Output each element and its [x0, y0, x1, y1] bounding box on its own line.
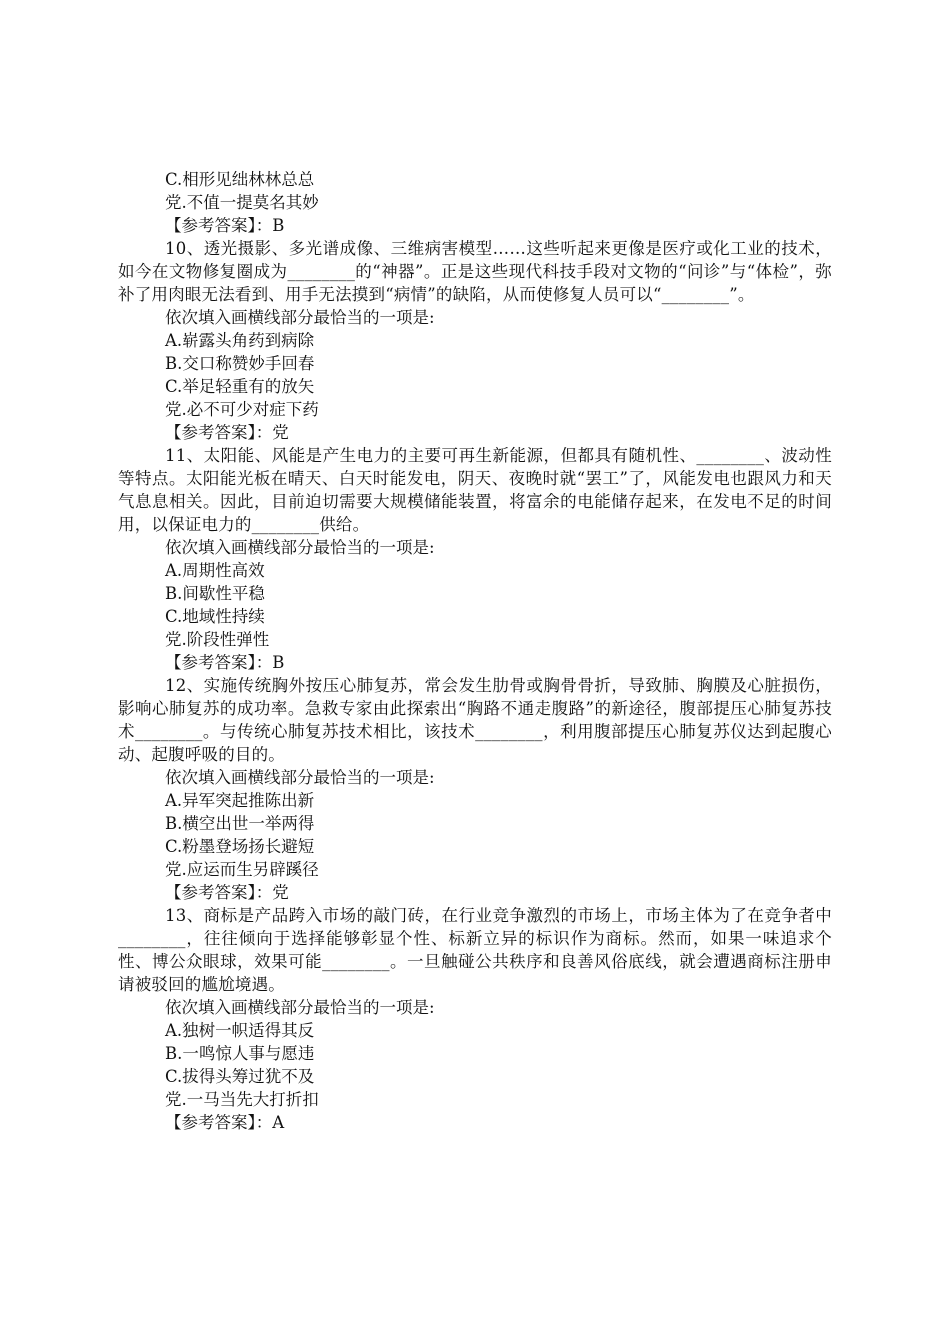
option-c: C.粉墨登场扬长避短: [165, 837, 315, 856]
option-d: 党.必不可少对症下药: [165, 400, 319, 419]
question-prompt: 依次填入画横线部分最恰当的一项是:: [165, 768, 435, 787]
question-prompt: 依次填入画横线部分最恰当的一项是:: [165, 538, 435, 557]
option-c: C.举足轻重有的放矢: [165, 377, 315, 396]
option-a: A.周期性高效: [165, 561, 265, 580]
question-prompt: 依次填入画横线部分最恰当的一项是:: [165, 308, 435, 327]
answer-line: 【参考答案】：B: [165, 216, 285, 235]
question-13: [118, 904, 832, 1134]
option-a: A.崭露头角药到病除: [165, 331, 315, 350]
option-b: B.间歇性平稳: [165, 584, 265, 603]
option-c: C.拔得头筹过犹不及: [165, 1067, 315, 1086]
option-a: A.异军突起推陈出新: [165, 791, 315, 810]
question-stem: 12、实施传统胸外按压心肺复苏，常会发生肋骨或胸骨骨折，导致肺、胸膜及心脏损伤，影响心肺复苏的成功率。急救专家由此探索出“胸路不通走腹路”的新途径，腹部提压心肺复苏技术________。与传统心肺复苏技术相比，该技术________，利用腹部提压心肺复苏仪达到起腹心动、起腹呼吸的目的。: [118, 676, 832, 764]
answer-line: 【参考答案】：A: [165, 1113, 285, 1132]
answer-line: 【参考答案】：B: [165, 653, 285, 672]
question-10: [118, 237, 832, 444]
question-stem: 11、太阳能、风能是产生电力的主要可再生新能源，但都具有随机性、________、波动性等特点。太阳能光板在晴天、白天时能发电，阴天、夜晚时就“罢工”了，风能发电也跟风力和天气息息相关。因此，目前迫切需要大规模储能装置，将富余的电能储存起来，在发电不足的时间用，以保证电力的________供给。: [118, 446, 832, 534]
answer-line: 【参考答案】：党: [165, 883, 289, 902]
option-d: 党.一马当先大打折扣: [165, 1090, 319, 1109]
document-page: [118, 168, 832, 1134]
option-c: C.相形见绌林林总总: [165, 170, 315, 189]
question-12: [118, 674, 832, 904]
option-c: C.地域性持续: [165, 607, 265, 626]
question-stem: 13、商标是产品跨入市场的敲门砖，在行业竞争激烈的市场上，市场主体为了在竞争者中________，往往倾向于选择能够彰显个性、标新立异的标识作为商标。然而，如果一味追求个性、博公众眼球，效果可能________。一旦触碰公共秩序和良善风俗底线，就会遭遇商标注册申请被驳回的尴尬境遇。: [118, 906, 832, 994]
option-d: 党.阶段性弹性: [165, 630, 270, 649]
option-d: 党.应运而生另辟蹊径: [165, 860, 319, 879]
previous-question-tail: [118, 168, 832, 237]
option-b: B.一鸣惊人事与愿违: [165, 1044, 315, 1063]
question-stem: 10、透光摄影、多光谱成像、三维病害模型……这些听起来更像是医疗或化工业的技术，如今在文物修复圈成为________的“神器”。正是这些现代科技手段对文物的“问诊”与“体检”，弥补了用肉眼无法看到、用手无法摸到“病情”的缺陷，从而使修复人员可以“________”。: [118, 239, 832, 304]
question-11: [118, 444, 832, 674]
option-b: B.横空出世一举两得: [165, 814, 315, 833]
answer-line: 【参考答案】：党: [165, 423, 289, 442]
question-prompt: 依次填入画横线部分最恰当的一项是:: [165, 998, 435, 1017]
option-d: 党.不值一提莫名其妙: [165, 193, 319, 212]
option-a: A.独树一帜适得其反: [165, 1021, 315, 1040]
option-b: B.交口称赞妙手回春: [165, 354, 315, 373]
